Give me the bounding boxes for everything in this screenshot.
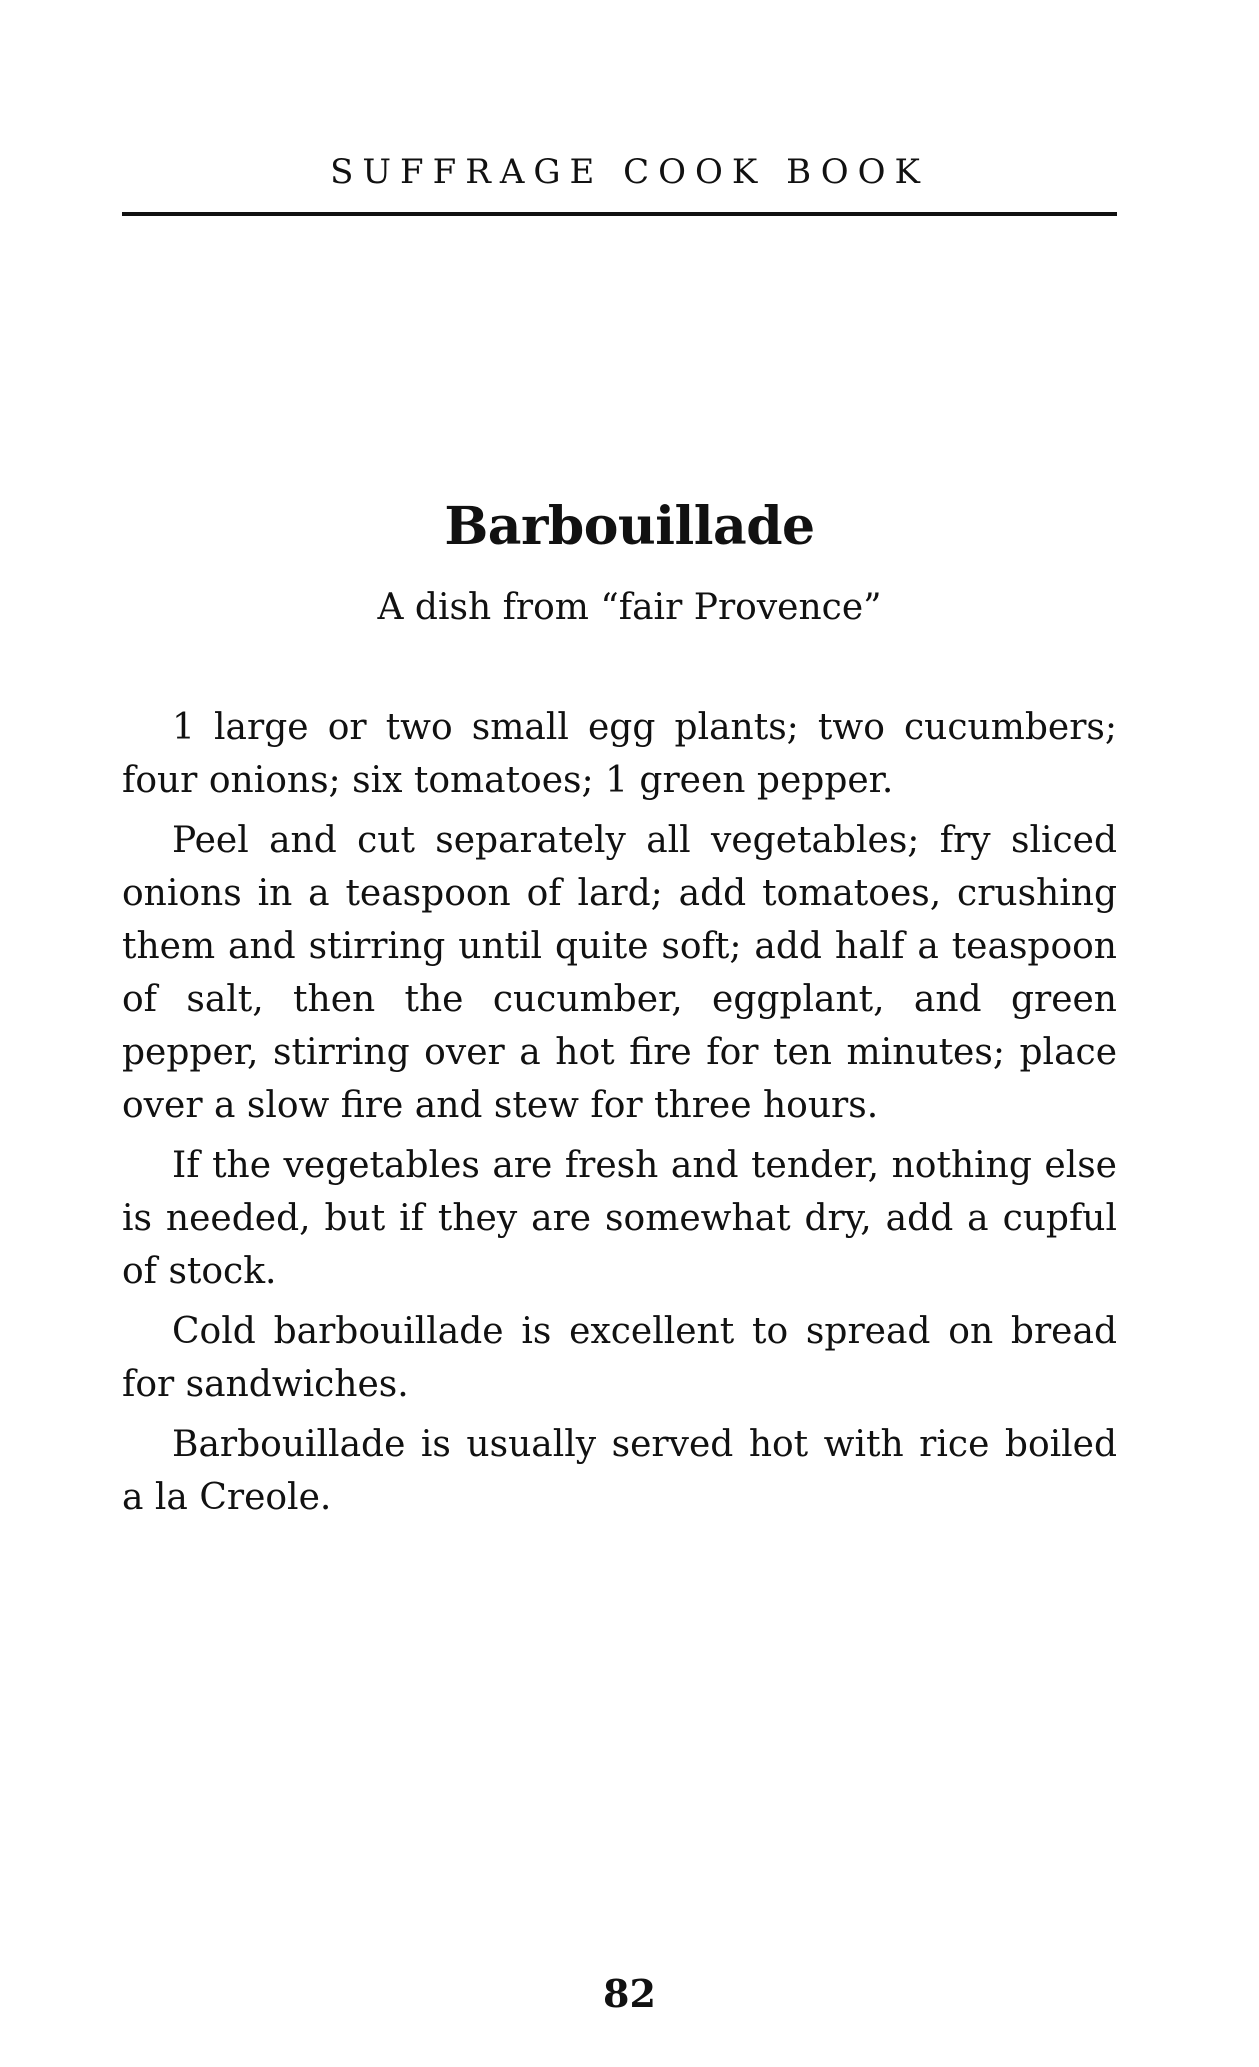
- running-head: SUFFRAGE COOK BOOK: [330, 152, 929, 192]
- recipe-subtitle: A dish from “fair Provence”: [377, 587, 882, 628]
- method-paragraph: Peel and cut separately all vegetables; fry sliced onions in a teaspoon of lard; add tomatoes, crushing them and stirring until quite soft; add half a teaspoon of salt, then the cucumber, eggplant, and green pepper, stirring over a hot fire for ten minutes; place over a slow fire and stew for three hours.: [122, 820, 1117, 1126]
- note-paragraph: If the vegetables are fresh and tender, nothing else is needed, but if they are somewhat dry, add a cupful of stock.: [122, 1145, 1117, 1292]
- serving-paragraph: Cold barbouillade is excellent to spread on bread for sandwiches.: [122, 1311, 1117, 1405]
- header-rule: [122, 212, 1117, 216]
- serving-paragraph: Barbouillade is usually served hot with rice boiled a la Creole.: [122, 1424, 1117, 1518]
- recipe-body: [122, 701, 1117, 1531]
- page-number: 82: [603, 1971, 656, 2016]
- recipe-title: Barbouillade: [444, 496, 815, 557]
- ingredients-paragraph: 1 large or two small egg plants; two cucumbers; four onions; six tomatoes; 1 green pepper.: [122, 707, 1117, 801]
